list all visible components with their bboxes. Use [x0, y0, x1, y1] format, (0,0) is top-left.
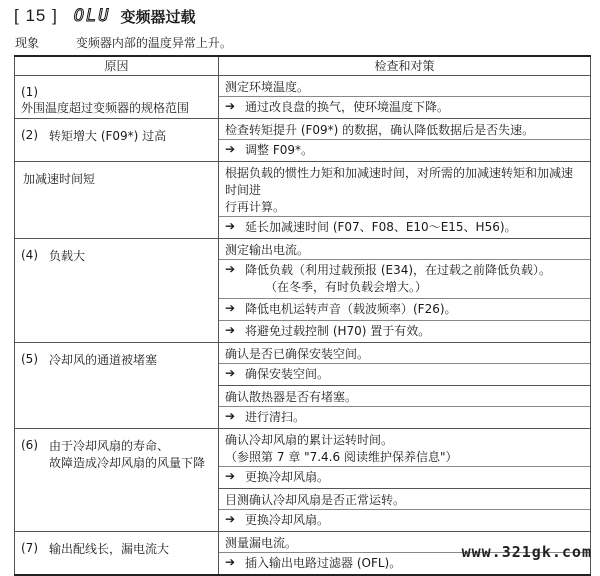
arrow-right-icon: ➔ [225, 512, 236, 526]
watermark-text: www.321gk.com [461, 543, 592, 561]
arrow-right-icon: ➔ [225, 301, 236, 315]
check-cell [219, 162, 591, 239]
column-header-check: 检查和对策 [219, 56, 591, 76]
table-row [15, 239, 591, 343]
arrow-right-icon: ➔ [225, 323, 236, 337]
check-line: 目测确认冷却风扇是否正常运转。 [225, 493, 406, 507]
cause-line: 转矩增大 (F09*) 过高 [49, 129, 167, 143]
cause-description [23, 171, 95, 188]
action-text [245, 99, 575, 116]
cause-check-table [14, 55, 591, 576]
cause-description [49, 248, 85, 265]
action-line: 插入输出电路过滤器 (OFL)。 [245, 556, 402, 570]
cause-cell [15, 162, 219, 239]
action-text [245, 469, 575, 486]
action-item [219, 298, 590, 320]
cause-text [15, 343, 218, 369]
action-text [245, 262, 575, 296]
cause-number: (2) [21, 128, 38, 142]
action-item [219, 406, 590, 428]
arrow-right-icon: ➔ [225, 142, 236, 156]
cause-line: 输出配线长，漏电流大 [49, 542, 170, 556]
error-code: OLU [73, 6, 111, 26]
action-line: （在冬季，有时负载会增大。） [265, 280, 428, 294]
cause-number: (5) [21, 352, 38, 366]
check-cell [219, 119, 591, 162]
arrow-right-icon: ➔ [225, 409, 236, 423]
cause-line: 负载大 [49, 249, 86, 263]
cause-line: 加减速时间短 [23, 172, 96, 186]
action-item [219, 363, 590, 385]
cause-line: 由于冷却风扇的寿命、 [49, 439, 170, 453]
cause-description [21, 100, 189, 117]
arrow-right-icon: ➔ [225, 262, 236, 276]
cause-cell [15, 76, 219, 119]
action-line: 更换冷却风扇。 [245, 470, 330, 484]
cause-number: (4) [21, 248, 38, 262]
column-header-cause: 原因 [15, 56, 219, 76]
cause-description [49, 128, 166, 145]
action-line: 通过改良盘的换气，使环境温度下降。 [245, 100, 450, 114]
check-line: 测定环境温度。 [225, 80, 310, 94]
action-item [219, 216, 590, 238]
table-row [15, 162, 591, 239]
action-item [219, 320, 590, 342]
check-text [219, 119, 590, 139]
cause-number: (1) [21, 85, 38, 99]
section-title: 变频器过载 [120, 7, 196, 26]
action-item [219, 466, 590, 488]
action-line: 将避免过载控制 (H70) 置于有效。 [245, 324, 431, 338]
action-text [245, 409, 575, 426]
cause-line: 冷却风的通道被堵塞 [49, 353, 158, 367]
check-cell [219, 239, 591, 343]
action-item [219, 509, 590, 531]
cause-text [15, 532, 218, 558]
table-row [15, 119, 591, 162]
action-line: 延长加减速时间 (F07、F08、E10～E15、H56)。 [245, 220, 517, 234]
check-text [219, 386, 590, 406]
check-line: （参照第 7 章 "7.4.6 阅读维护保养信息"） [225, 450, 458, 464]
phenomenon-label: 现象 [15, 36, 40, 50]
cause-description [49, 352, 157, 369]
cause-cell [15, 119, 219, 162]
check-line: 根据负载的惯性力矩和加减速时间，对所需的加减速转矩和加减速时间进 [225, 166, 574, 197]
table-row [15, 76, 591, 119]
arrow-right-icon: ➔ [225, 99, 236, 113]
action-line: 更换冷却风扇。 [245, 513, 330, 527]
phenomenon-text: 变频器内部的温度异常上升。 [75, 36, 232, 50]
cause-description [49, 438, 205, 472]
check-line: 确认冷却风扇的累计运转时间。 [225, 433, 394, 447]
cause-line: 故障造成冷却风扇的风量下降 [49, 456, 206, 470]
action-item [219, 139, 590, 161]
table-row [15, 429, 591, 489]
cause-text [15, 429, 218, 472]
check-text [219, 162, 590, 216]
check-text [219, 343, 590, 363]
section-number: [ 15 ] [14, 6, 58, 25]
cause-text [15, 239, 218, 265]
action-line: 降低负载（利用过载预报 (E34)，在过载之前降低负载）。 [245, 263, 552, 277]
check-cell [219, 489, 591, 532]
cause-text [15, 162, 218, 188]
table-row [15, 343, 591, 386]
arrow-right-icon: ➔ [225, 555, 236, 569]
check-cell [219, 343, 591, 386]
check-line: 检查转矩提升 (F09*) 的数据，确认降低数据后是否失速。 [225, 123, 535, 137]
table-header-row [15, 56, 591, 76]
check-text [219, 239, 590, 259]
check-line: 测量漏电流。 [225, 536, 298, 550]
arrow-right-icon: ➔ [225, 366, 236, 380]
cause-cell [15, 343, 219, 429]
cause-text [15, 76, 218, 117]
check-line: 测定输出电流。 [225, 243, 310, 257]
action-line: 确保安装空间。 [245, 367, 330, 381]
action-text [245, 366, 575, 383]
cause-cell [15, 429, 219, 532]
check-text [219, 76, 590, 96]
cause-number: (7) [21, 541, 38, 555]
action-text [245, 301, 575, 318]
action-text [245, 142, 575, 159]
check-line: 确认散热器是否有堵塞。 [225, 390, 358, 404]
check-text [219, 429, 590, 466]
arrow-right-icon: ➔ [225, 469, 236, 483]
cause-cell [15, 239, 219, 343]
action-line: 调整 F09*。 [245, 143, 313, 157]
cause-line: 外围温度超过变频器的规格范围 [21, 101, 190, 115]
check-line: 行再计算。 [225, 200, 286, 214]
action-line: 进行清扫。 [245, 410, 306, 424]
cause-description [49, 541, 169, 558]
arrow-right-icon: ➔ [225, 219, 236, 233]
phenomenon-line [15, 34, 232, 51]
cause-number: (6) [21, 438, 38, 452]
check-line: 确认是否已确保安装空间。 [225, 347, 370, 361]
action-item [219, 259, 590, 298]
cause-text [15, 119, 218, 145]
action-text [245, 219, 575, 236]
action-text [245, 323, 575, 340]
check-cell [219, 76, 591, 119]
check-text [219, 489, 590, 509]
action-item [219, 96, 590, 118]
check-cell [219, 429, 591, 489]
section-header [14, 5, 196, 27]
action-text [245, 512, 575, 529]
check-cell [219, 386, 591, 429]
action-line: 降低电机运转声音（载波频率）(F26)。 [245, 302, 457, 316]
cause-cell [15, 532, 219, 576]
